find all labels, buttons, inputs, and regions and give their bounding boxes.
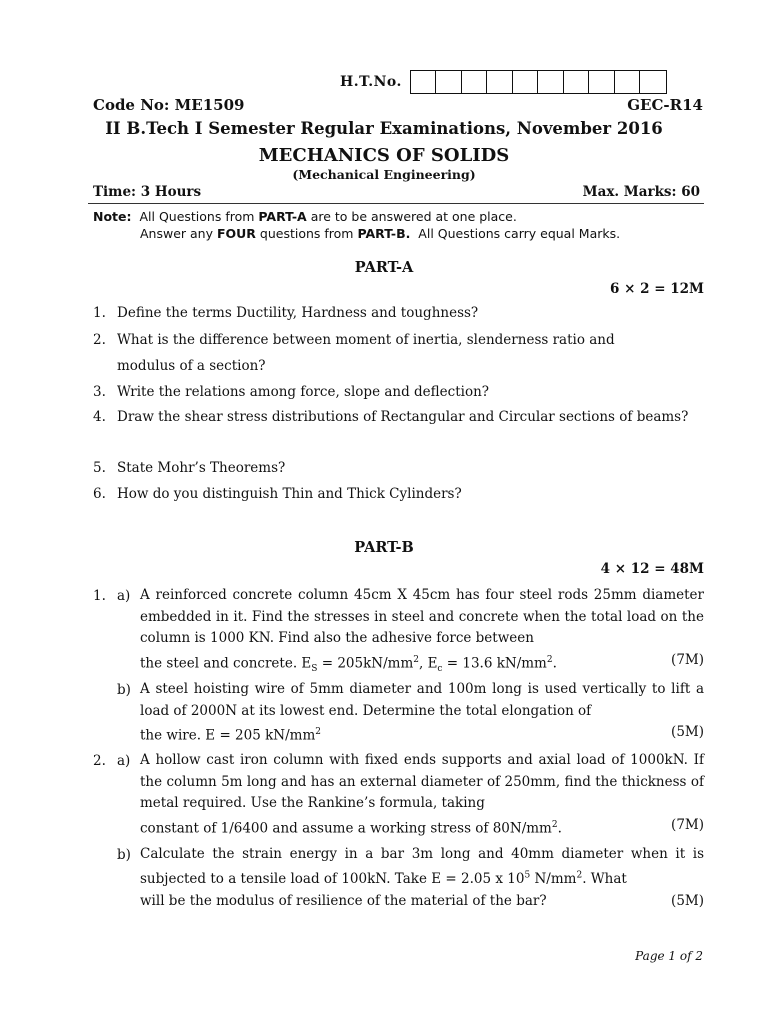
question-text: Draw the shear stress distributions of Rectangular and Circular sections of beams? (117, 409, 689, 425)
formula-text: . What (582, 871, 627, 887)
question-number: 3. (93, 384, 106, 400)
subquestion-label: a) (117, 753, 131, 769)
formula-sup: 2 (315, 727, 321, 737)
question-number: 2. (93, 753, 106, 769)
subquestion-body: A hollow cast iron column with fixed ends supports and axial load of 1000kN. If the column 5m long and has an external diameter of 250mm, find the thickness of metal required. Use the Rankine’s formula, taking (140, 752, 704, 811)
subquestion-last-line (140, 650, 704, 681)
subquestion-marks: (5M) (671, 892, 704, 909)
formula-sup: 2 (413, 654, 419, 665)
formula-text: the wire. E = 205 kN/mm (140, 727, 316, 744)
regulation-code: GEC-R14 (627, 96, 703, 114)
subquestion-text (140, 679, 704, 747)
hall-ticket-row (340, 70, 667, 94)
question-text: Define the terms Ductility, Hardness and toughness? (117, 305, 479, 321)
question-number: 5. (93, 460, 106, 476)
subquestion-text (140, 750, 704, 840)
part-b-marks: 4 × 12 = 48M (600, 561, 704, 577)
subquestion-marks: (5M) (671, 724, 704, 740)
formula-text: the steel and concrete. E (140, 655, 312, 671)
hall-ticket-box (436, 71, 462, 93)
question-number: 4. (93, 409, 106, 425)
question-number: 1. (93, 588, 106, 604)
note-prefix: Note: (93, 209, 132, 224)
hall-ticket-label: H.T.No. (340, 74, 402, 90)
hall-ticket-box (487, 71, 513, 93)
formula-sup: 2 (546, 654, 553, 665)
subquestion-body: A steel hoisting wire of 5mm diameter and 100m long is used vertically to lift a load of 2000N at its lowest end. Determine the total elongation of (140, 681, 704, 719)
note-emph: FOUR (216, 226, 256, 241)
part-a-heading: PART-A (354, 259, 414, 276)
max-marks: Max. Marks: 60 (582, 184, 700, 200)
hall-ticket-box (462, 71, 488, 93)
subquestion-last-line (140, 722, 704, 747)
question-text: Write the relations among force, slope and deflection? (117, 384, 490, 400)
hall-ticket-box (513, 71, 539, 93)
subquestion-text (140, 585, 704, 680)
note-text: All Questions from (139, 209, 259, 224)
subquestion-label: a) (117, 588, 131, 604)
question-number: 2. (93, 332, 106, 348)
hall-ticket-box (589, 71, 615, 93)
formula-sup: 2 (576, 870, 583, 881)
note-text: questions from (255, 226, 358, 241)
exam-time: Time: 3 Hours (93, 184, 202, 200)
course-code: Code No: ME1509 (93, 96, 245, 114)
subquestion-body: A reinforced concrete column 45cm X 45cm has four steel rods 25mm diameter embedded in it. Find the stresses in steel and concrete when the total load on the column is 1000 KN. Find also the adhesive force between (140, 587, 704, 646)
subquestion-label: b) (117, 682, 131, 698)
question-number: 6. (93, 486, 106, 502)
header-divider (88, 203, 704, 204)
formula-text: = 205kN/mm (317, 655, 414, 671)
hall-ticket-box (640, 71, 666, 93)
note-text: All Questions carry equal Marks. (410, 226, 621, 241)
note-text: are to be answered at one place. (306, 209, 517, 224)
hall-ticket-box (564, 71, 590, 93)
part-a-marks: 6 × 2 = 12M (610, 281, 704, 297)
subquestion-text (140, 844, 704, 912)
formula-text: = 13.6 kN/mm (442, 655, 547, 671)
subquestion-label: b) (117, 847, 131, 863)
formula-text: . (552, 655, 557, 671)
note-emph: PART-B. (357, 226, 411, 241)
formula-sup: 2 (551, 819, 558, 830)
hall-ticket-boxes (410, 70, 667, 94)
formula-sup: 5 (524, 870, 531, 881)
note-line-1 (93, 208, 517, 226)
question-number: 1. (93, 305, 106, 321)
formula-text: . (557, 820, 562, 836)
formula-text: N/mm (530, 871, 577, 887)
subquestion-last-line (140, 815, 704, 840)
formula-text: Calculate the strain energy in a bar 3m long and 40mm diameter when it is subjected to a tensile load of 100kN. Take E = 2.05 x 10 (140, 846, 704, 887)
formula-text: will be the modulus of resilience of the material of the bar? (140, 892, 547, 909)
note-text: Answer any (140, 226, 217, 241)
hall-ticket-box (411, 71, 437, 93)
subquestion-marks: (7M) (671, 651, 704, 668)
formula-sub: c (437, 663, 443, 674)
hall-ticket-box (615, 71, 641, 93)
note-emph: PART-A (258, 209, 307, 224)
exam-title: II B.Tech I Semester Regular Examinations, November 2016 (105, 119, 663, 138)
formula-line (140, 650, 557, 681)
page-number: Page 1 of 2 (635, 949, 703, 963)
formula-line (140, 722, 321, 747)
subquestion-body (140, 846, 704, 887)
formula-text: , E (418, 655, 438, 671)
part-b-heading: PART-B (354, 539, 414, 556)
question-text: What is the difference between moment of inertia, slenderness ratio and modulus of a section? (117, 332, 615, 374)
question-text: How do you distinguish Thin and Thick Cylinders? (117, 486, 462, 502)
subquestion-last-line (140, 891, 704, 913)
subject-title: MECHANICS OF SOLIDS (258, 145, 510, 166)
hall-ticket-box (538, 71, 564, 93)
formula-line (140, 815, 562, 840)
formula-text: constant of 1/6400 and assume a working stress of 80N/mm (140, 820, 552, 836)
formula-sub: S (311, 663, 318, 674)
note-line-2 (140, 226, 620, 241)
department: (Mechanical Engineering) (292, 167, 476, 182)
question-text: State Mohr’s Theorems? (117, 460, 286, 476)
subquestion-marks: (7M) (671, 816, 704, 833)
